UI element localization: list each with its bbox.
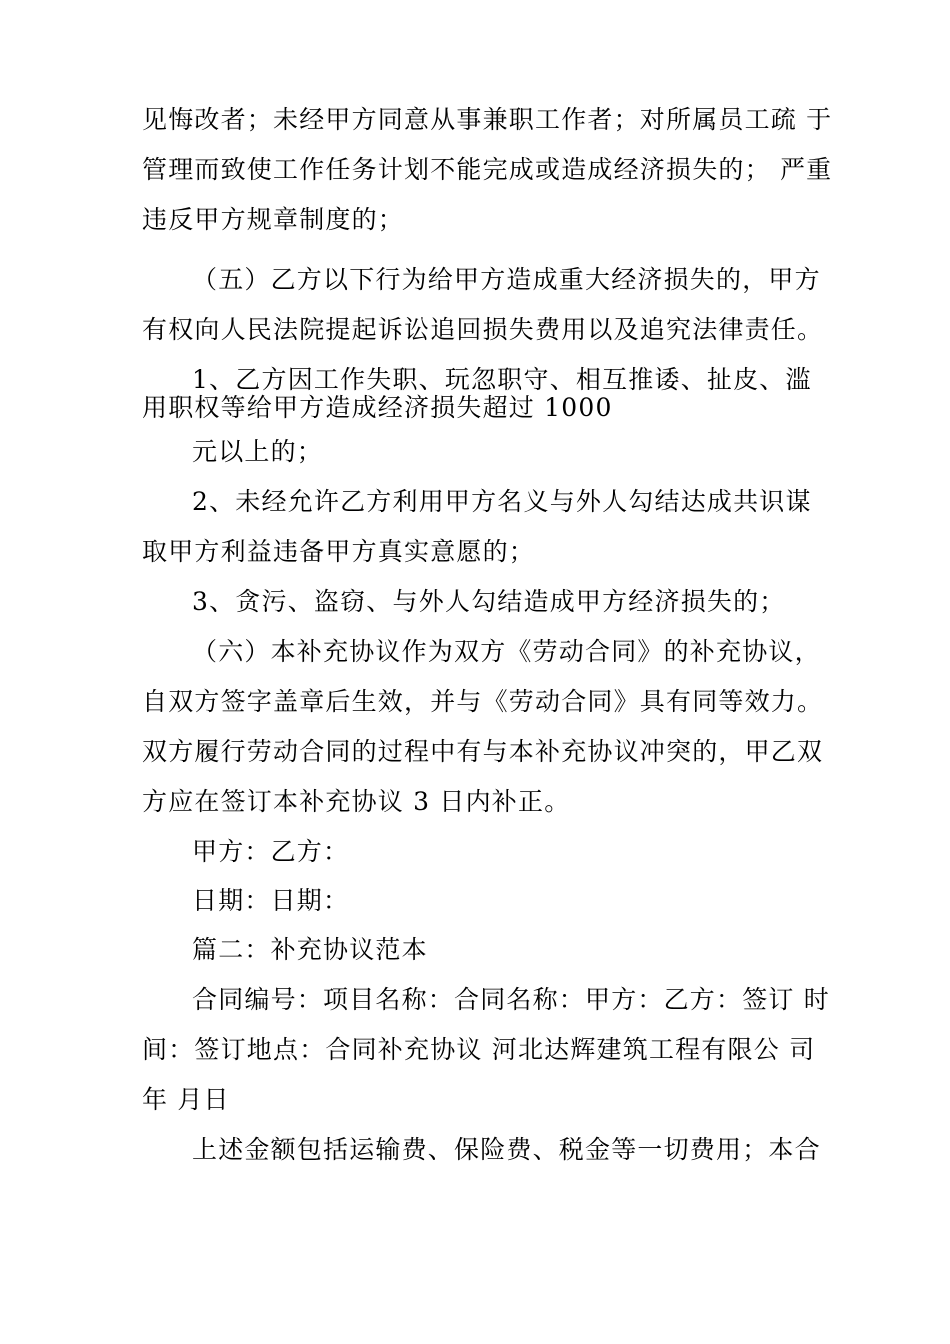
text-line: 有权向人民法院提起诉讼追回损失费用以及追究法律责任。	[142, 315, 824, 344]
text-line: （五）乙方以下行为给甲方造成重大经济损失的，甲方	[192, 265, 821, 294]
text-line: 1、乙方因工作失职、玩忽职守、相互推诿、扯皮、滥	[192, 365, 812, 394]
text-line: 上述金额包括运输费、保险费、税金等一切费用；本合	[192, 1135, 821, 1164]
text-line: 取甲方利益违备甲方真实意愿的；	[142, 537, 536, 566]
text-line: 间：签订地点：合同补充协议 河北达辉建筑工程有限公 司	[142, 1035, 816, 1064]
text-line: 2、未经允许乙方利用甲方名义与外人勾结达成共识谋	[192, 487, 812, 516]
text-line: 日期：日期：	[192, 886, 350, 915]
text-line: 年 月日	[142, 1085, 230, 1114]
text-line: 篇二：补充协议范本	[192, 935, 428, 964]
text-line: 双方履行劳动合同的过程中有与本补充协议冲突的，甲乙双	[142, 737, 824, 766]
text-line: 见悔改者；未经甲方同意从事兼职工作者；对所属员工疏 于	[142, 105, 833, 134]
text-line: 违反甲方规章制度的；	[142, 205, 405, 234]
text-line: 自双方签字盖章后生效，并与《劳动合同》具有同等效力。	[142, 687, 824, 716]
text-line: 3、贪污、盗窃、与外人勾结造成甲方经济损失的；	[192, 587, 786, 616]
text-line: 元以上的；	[192, 437, 324, 466]
text-line: 合同编号：项目名称：合同名称：甲方：乙方：签订 时	[192, 985, 830, 1014]
text-line: 用职权等给甲方造成经济损失超过 1000	[142, 393, 613, 422]
text-line: 甲方：乙方：	[192, 837, 350, 866]
text-line: （六）本补充协议作为双方《劳动合同》的补充协议，	[192, 637, 821, 666]
text-line: 管理而致使工作任务计划不能完成或造成经济损失的； 严重	[142, 155, 833, 184]
text-line: 方应在签订本补充协议 3 日内补正。	[142, 787, 571, 816]
